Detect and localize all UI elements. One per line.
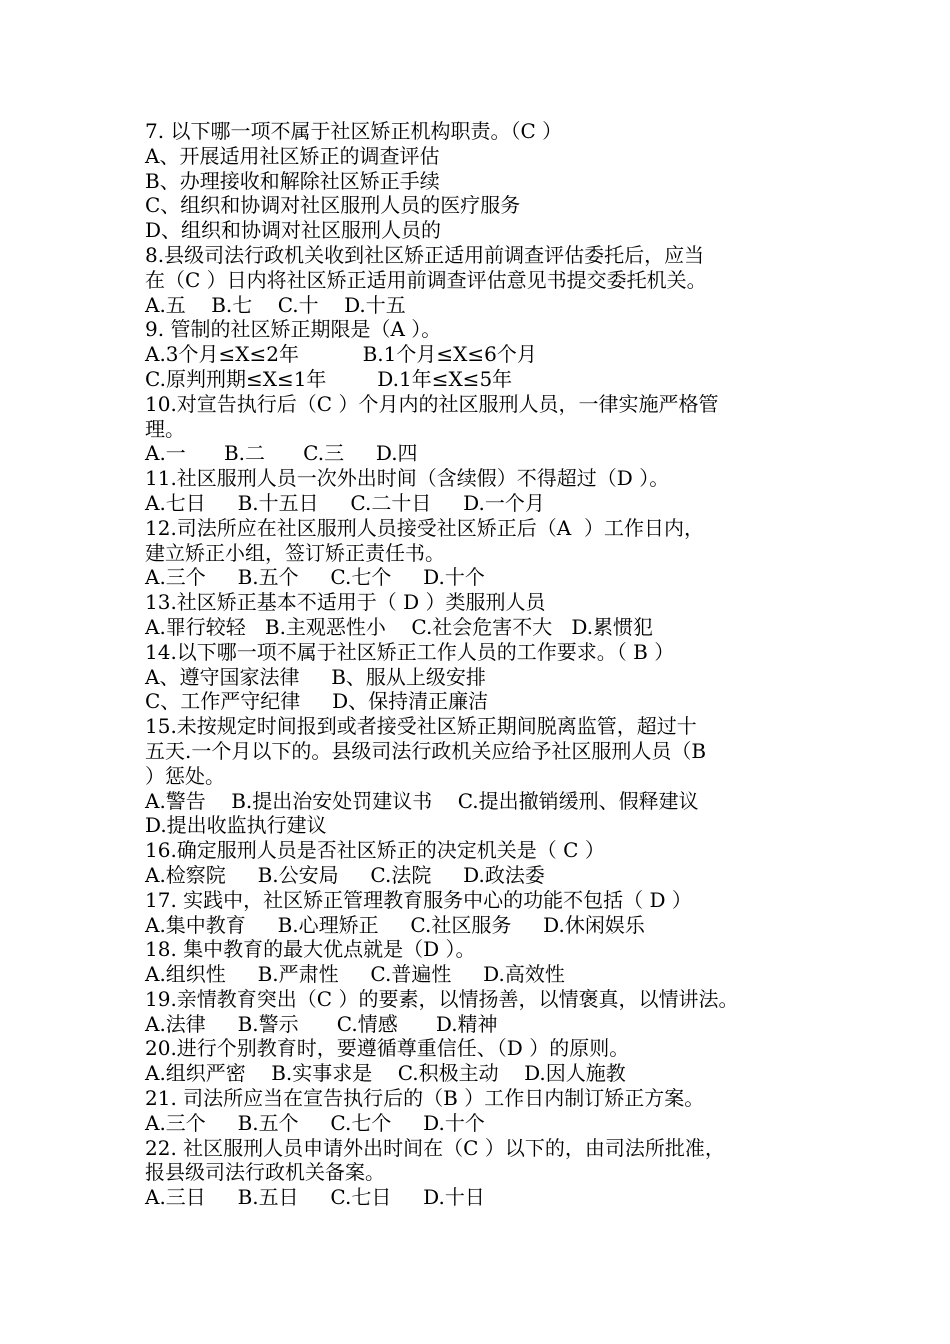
question-14-options-ab: A、遵守国家法律 B、服从上级安排 (145, 664, 486, 689)
question-13-stem: 13.社区矫正基本不适用于（ D ）类服刑人员 (145, 590, 546, 615)
question-12-stem: 12.司法所应在社区服刑人员接受社区矫正后（A ）工作日内， (145, 515, 704, 540)
question-8-stem-cont: 在（C ）日内将社区矫正适用前调查评估意见书提交委托机关。 (145, 267, 707, 292)
question-16-stem: 16.确定服刑人员是否社区矫正的决定机关是（ C ） (145, 838, 605, 863)
question-18-stem: 18. 集中教育的最大优点就是（D ）。 (145, 937, 476, 962)
question-15-option-d: D.提出收监执行建议 (145, 813, 327, 838)
question-11-options: A.七日 B.十五日 C.二十日 D.一个月 (145, 490, 545, 515)
question-7-option-a: A、开展适用社区矫正的调查评估 (145, 143, 440, 168)
question-11-stem: 11.社区服刑人员一次外出时间（含续假）不得超过（D ）。 (145, 466, 670, 491)
question-9-stem: 9. 管制的社区矫正期限是（A ）。 (145, 317, 442, 342)
question-7-stem: 7. 以下哪一项不属于社区矫正机构职责。（C ） (145, 119, 563, 143)
question-21-stem: 21. 司法所应当在宣告执行后的（B ）工作日内制订矫正方案。 (145, 1086, 705, 1111)
question-13-options: A.罪行较轻 B.主观恶性小 C.社会危害不大 D.累惯犯 (145, 614, 654, 639)
question-15-stem-end: ）惩处。 (145, 763, 225, 788)
question-10-stem: 10.对宣告执行后（C ）个月内的社区服刑人员，一律实施严格管 (145, 391, 719, 416)
question-7-option-c: C、组织和协调对社区服刑人员的医疗服务 (145, 193, 521, 218)
question-7-option-d: D、组织和协调对社区服刑人员的 (145, 218, 442, 243)
question-22-stem: 22. 社区服刑人员申请外出时间在（C ）以下的，由司法所批准， (145, 1135, 725, 1160)
question-12-options: A.三个 B.五个 C.七个 D.十个 (145, 565, 485, 590)
question-18-options: A.组织性 B.严肃性 C.普遍性 D.高效性 (145, 962, 565, 987)
question-14-options-cd: C、工作严守纪律 D、保持清正廉洁 (145, 689, 489, 714)
question-8-stem: 8.县级司法行政机关收到社区矫正适用前调查评估委托后，应当 (145, 242, 705, 267)
question-9-options-cd: C.原判刑期≤X≤1年 D.1年≤X≤5年 (145, 366, 513, 391)
question-9-options-ab: A.3个月≤X≤2年 B.1个月≤X≤6个月 (145, 342, 537, 367)
question-17-stem: 17. 实践中，社区矫正管理教育服务中心的功能不包括（ D ） (145, 887, 692, 912)
document-body (145, 119, 815, 1210)
question-15-options-abc: A.警告 B.提出治安处罚建议书 C.提出撤销缓刑、假释建议 (145, 788, 699, 813)
question-14-stem: 14.以下哪一项不属于社区矫正工作人员的工作要求。（ B ） (145, 639, 675, 664)
question-21-options: A.三个 B.五个 C.七个 D.十个 (145, 1110, 485, 1135)
question-15-stem-cont: 五天.一个月以下的。县级司法行政机关应给予社区服刑人员（B (145, 738, 707, 763)
question-19-stem: 19.亲情教育突出（C ）的要素，以情扬善，以情褒真，以情讲法。 (145, 986, 739, 1011)
question-20-options: A.组织严密 B.实事求是 C.积极主动 D.因人施教 (145, 1061, 626, 1086)
question-22-options: A.三日 B.五日 C.七日 D.十日 (145, 1185, 485, 1210)
question-17-options: A.集中教育 B.心理矫正 C.社区服务 D.休闲娱乐 (145, 912, 645, 937)
question-19-options: A.法律 B.警示 C.情感 D.精神 (145, 1011, 498, 1036)
question-12-stem-cont: 建立矫正小组，签订矫正责任书。 (145, 540, 445, 565)
question-15-stem: 15.未按规定时间报到或者接受社区矫正期间脱离监管，超过十 (145, 714, 697, 739)
question-20-stem: 20.进行个别教育时，要遵循尊重信任、（D ）的原则。 (145, 1036, 630, 1061)
question-22-stem-cont: 报县级司法行政机关备案。 (145, 1160, 385, 1185)
question-10-stem-cont: 理。 (145, 416, 185, 441)
question-8-options: A.五 B.七 C.十 D.十五 (145, 292, 406, 317)
question-7-option-b: B、办理接收和解除社区矫正手续 (145, 168, 440, 193)
question-10-options: A.一 B.二 C.三 D.四 (145, 441, 418, 466)
question-16-options: A.检察院 B.公安局 C.法院 D.政法委 (145, 862, 545, 887)
